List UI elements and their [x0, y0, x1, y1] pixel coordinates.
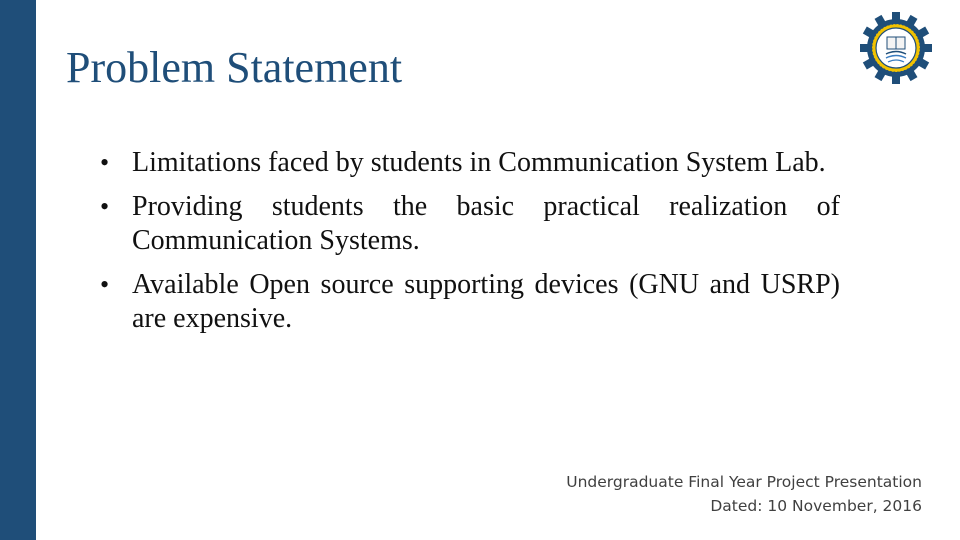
bullet-text: Available Open source supporting devices (GNU and USRP) are expensive.: [132, 269, 840, 334]
bullet-item: [100, 268, 840, 336]
bullet-item: [100, 146, 840, 180]
bullet-list: [100, 146, 840, 346]
bullet-text: Providing students the basic practical realization of Communication Systems.: [132, 191, 840, 256]
university-gear-seal-icon: [860, 12, 932, 84]
bullet-item: [100, 190, 840, 258]
bullet-text: Limitations faced by students in Communication System Lab.: [132, 147, 826, 178]
footer-date: Dated: 10 November, 2016: [710, 497, 922, 515]
bullet-marker: •: [100, 270, 110, 299]
bullet-marker: •: [100, 192, 110, 221]
footer: [566, 470, 922, 518]
bullet-marker: •: [100, 148, 110, 177]
slide-title: Problem Statement: [66, 43, 403, 92]
left-accent-bar: [0, 0, 36, 540]
footer-project-title: Undergraduate Final Year Project Presentation: [566, 473, 922, 491]
